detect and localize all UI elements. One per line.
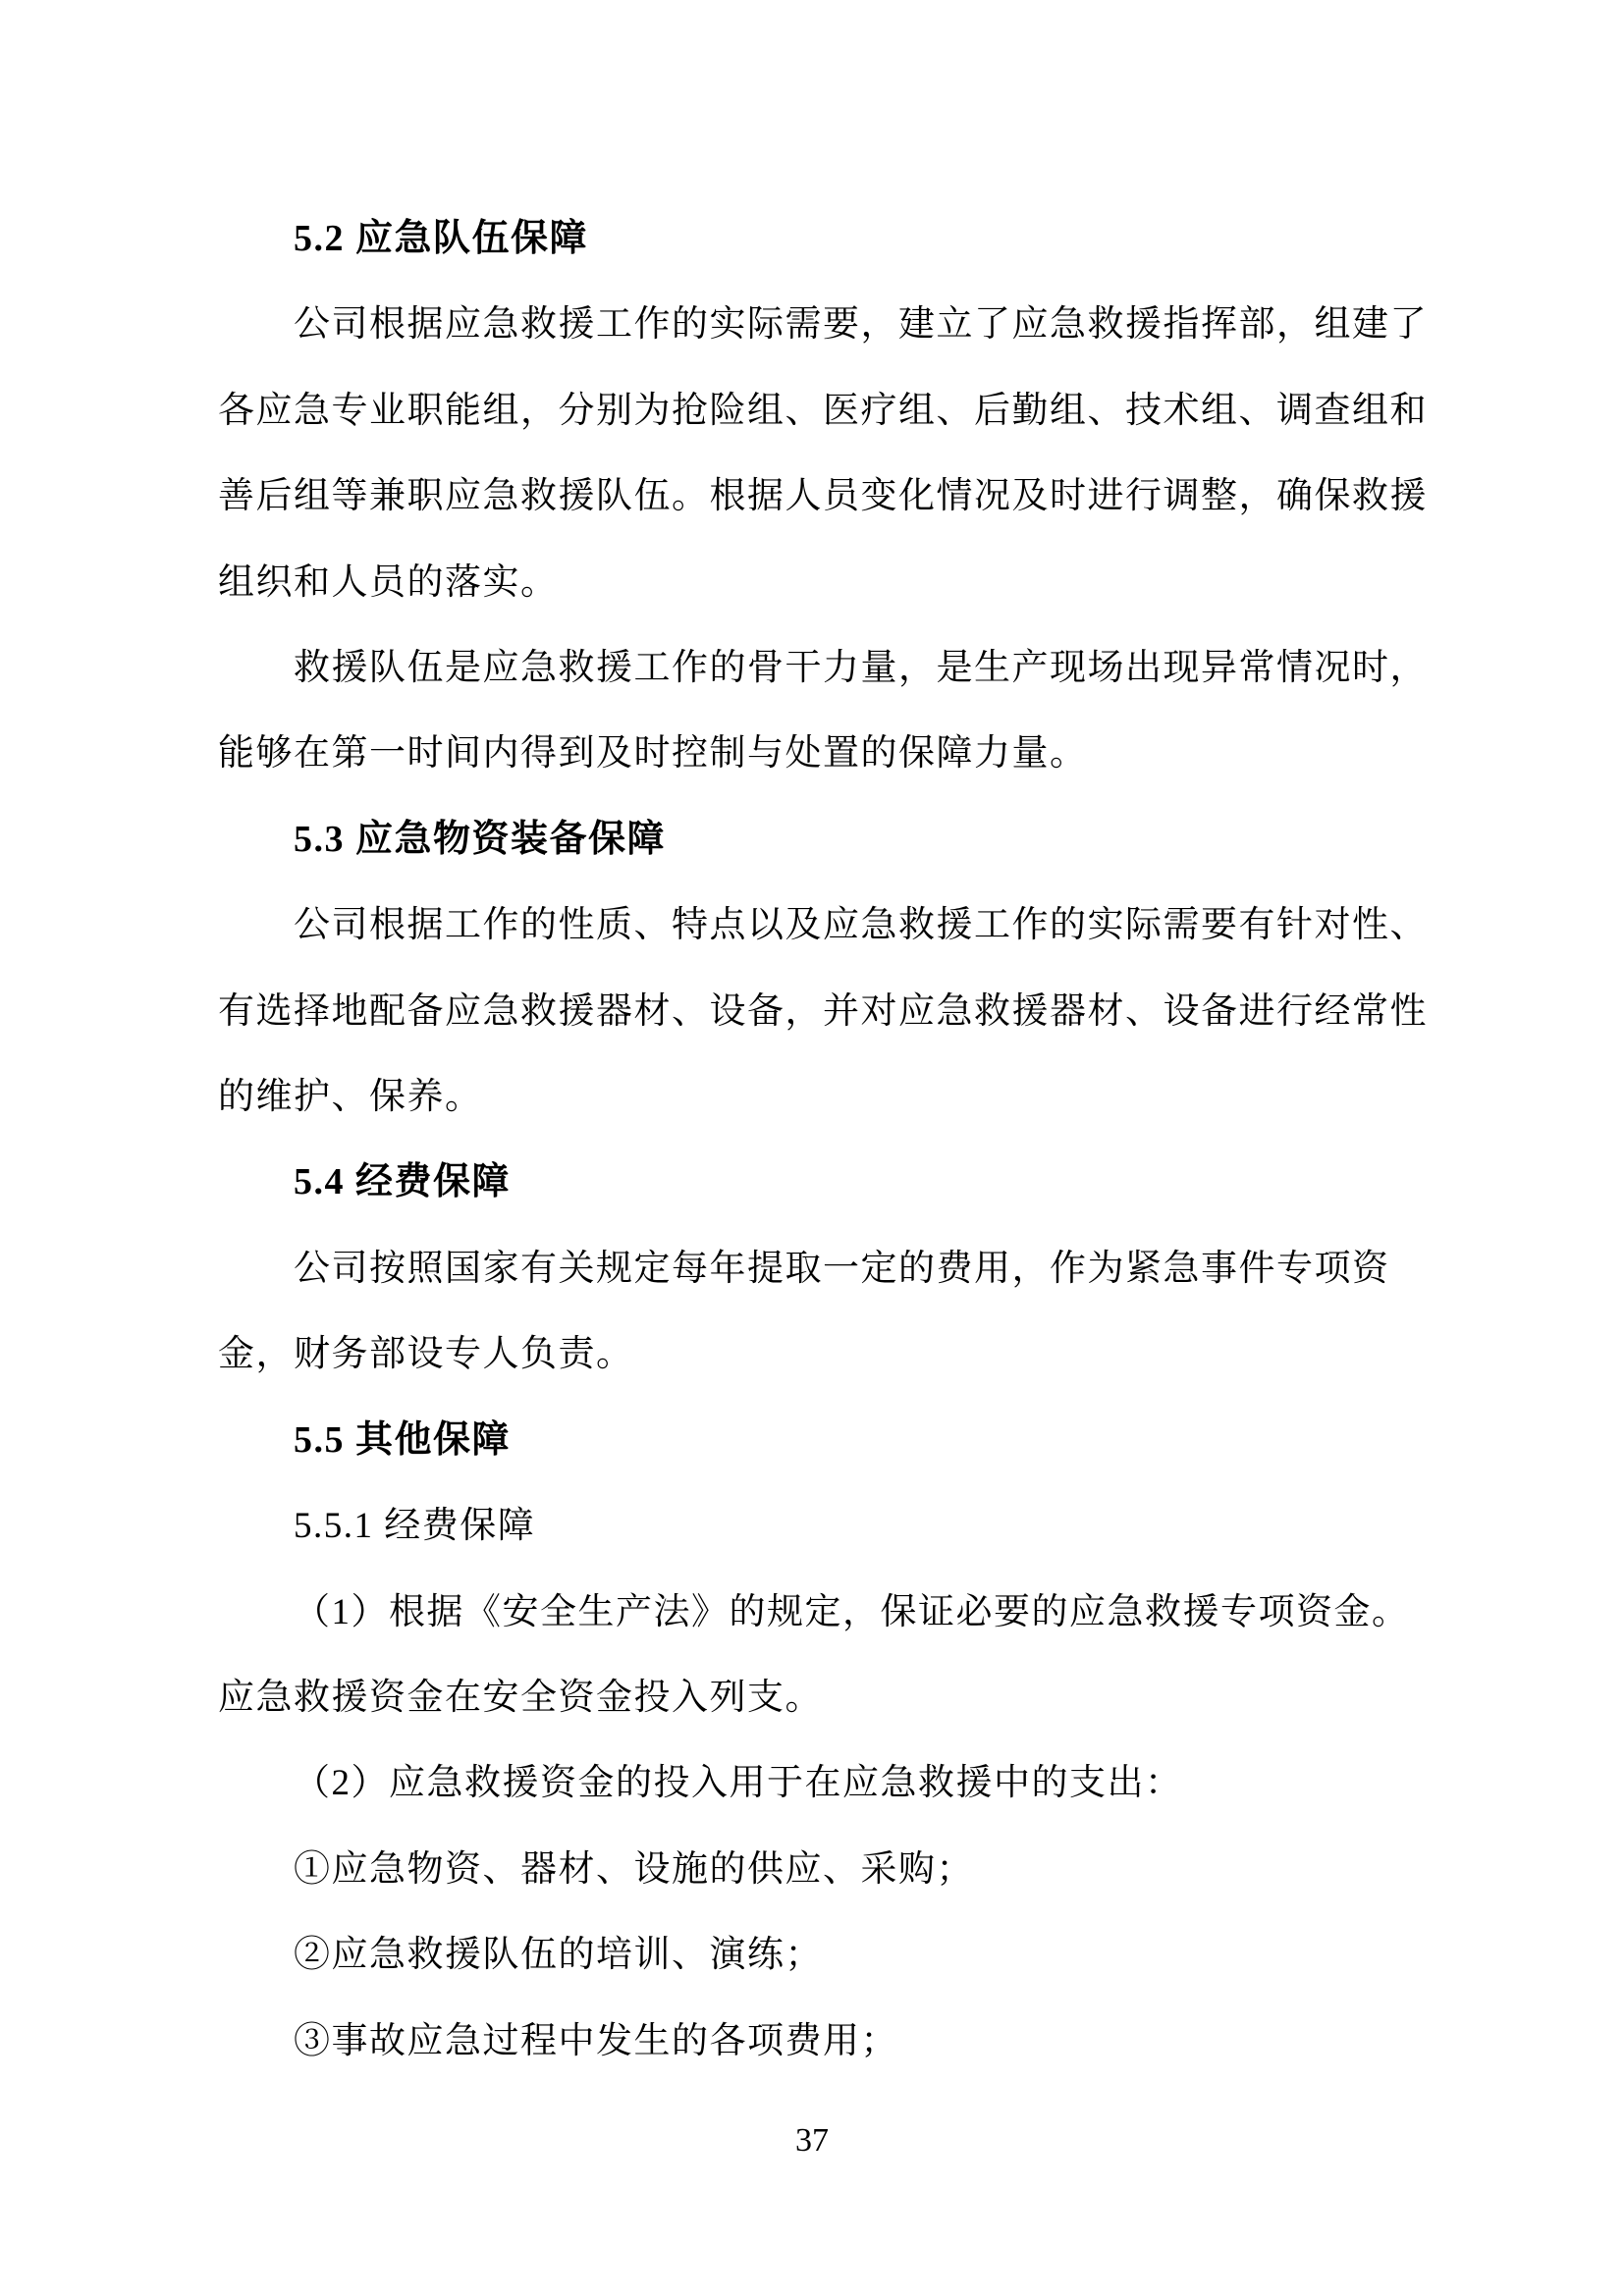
section-heading-5-4: 5.4 经费保障 bbox=[294, 1161, 512, 1203]
paragraph-line: 公司根据应急救援工作的实际需要，建立了应急救援指挥部，组建了 bbox=[294, 304, 1428, 346]
paragraph-line: 各应急专业职能组，分别为抢险组、医疗组、后勤组、技术组、调查组和 bbox=[218, 390, 1428, 431]
paragraph-line: 金，财务部设专人负责。 bbox=[218, 1334, 634, 1375]
page-number: 37 bbox=[795, 2122, 829, 2159]
document-body bbox=[218, 196, 1440, 2084]
paragraph-line: 能够在第一时间内得到及时控制与处置的保障力量。 bbox=[218, 733, 1088, 774]
paragraph-line: 善后组等兼职应急救援队伍。根据人员变化情况及时进行调整，确保救援 bbox=[218, 476, 1428, 517]
paragraph-line: 的维护、保养。 bbox=[218, 1077, 483, 1118]
section-heading-5-5: 5.5 其他保障 bbox=[294, 1418, 512, 1461]
section-heading-5-3: 5.3 应急物资装备保障 bbox=[294, 818, 667, 860]
paragraph-line: 公司根据工作的性质、特点以及应急救援工作的实际需要有针对性、 bbox=[294, 905, 1428, 946]
paragraph-line: 公司按照国家有关规定每年提取一定的费用，作为紧急事件专项资 bbox=[294, 1248, 1390, 1289]
paragraph-line: 救援队伍是应急救援工作的骨干力量，是生产现场出现异常情况时， bbox=[294, 648, 1428, 689]
circled-item-line: ①应急物资、器材、设施的供应、采购； bbox=[294, 1848, 974, 1890]
numbered-item-line: （1）根据《安全生产法》的规定，保证必要的应急救援专项资金。 bbox=[294, 1591, 1410, 1632]
numbered-item-line: （2）应急救援资金的投入用于在应急救援中的支出： bbox=[294, 1763, 1183, 1804]
paragraph-line: 有选择地配备应急救援器材、设备，并对应急救援器材、设备进行经常性 bbox=[218, 990, 1428, 1032]
paragraph-line: 组织和人员的落实。 bbox=[218, 561, 559, 603]
subheading-5-5-1: 5.5.1 经费保障 bbox=[294, 1506, 536, 1547]
paragraph-line: 应急救援资金在安全资金投入列支。 bbox=[218, 1677, 823, 1718]
section-heading-5-2: 5.2 应急队伍保障 bbox=[294, 218, 589, 259]
circled-item-line: ③事故应急过程中发生的各项费用； bbox=[294, 2020, 898, 2061]
circled-item-line: ②应急救援队伍的培训、演练； bbox=[294, 1935, 823, 1976]
